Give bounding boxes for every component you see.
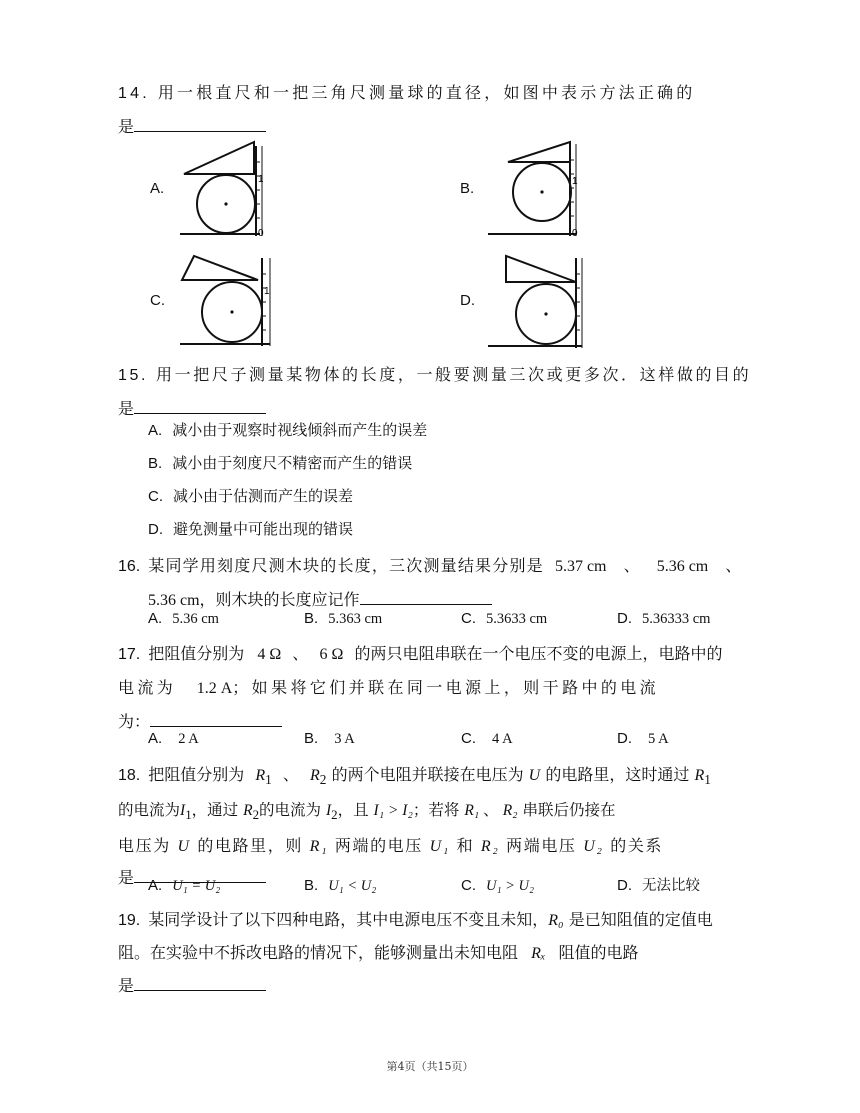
q14-stem-cont-text: 是 <box>118 117 135 136</box>
q18-l2-R: R <box>243 802 253 820</box>
q15-option-c[interactable] <box>148 486 353 507</box>
q17-option-a[interactable] <box>148 729 199 749</box>
q15-option-d[interactable] <box>148 519 353 540</box>
q18-l1-6: 的两个电阻并联接在电压为 <box>331 765 524 784</box>
q14-option-c-label[interactable]: C. <box>150 292 165 309</box>
q16-option-d-label: D. <box>617 610 632 627</box>
q17-line2a: 电流为 <box>118 678 177 697</box>
q15-option-d-text: 避免测量中可能出现的错误 <box>173 520 354 538</box>
q19-line-1 <box>118 904 758 937</box>
q14-option-a-label[interactable]: A. <box>150 180 165 197</box>
question-14 <box>118 76 758 143</box>
q18-l1-sub1: 1 <box>265 772 272 788</box>
q18-option-c-text: U₁ > U₂ <box>486 878 535 894</box>
q14-number: 14. <box>118 85 150 102</box>
q18-l2-0: 的电流为 <box>118 801 181 820</box>
q15-option-c-text: 减小由于估测而产生的误差 <box>173 487 354 505</box>
q16-stem-line <box>118 549 758 583</box>
q16-option-b-label: B. <box>304 610 319 627</box>
q16-stem-end: ，则木块的长度应记作 <box>199 590 360 609</box>
q19-answer-blank[interactable] <box>134 972 266 991</box>
q17-line-2 <box>118 671 758 705</box>
q16-sep-2: 、 <box>725 556 742 575</box>
q18-option-c[interactable] <box>461 876 534 896</box>
q14-stem: 用一根直尺和一把三角尺测量球的直径，如图中表示方法正确的 <box>157 83 696 102</box>
q18-l3-U: U <box>177 838 191 856</box>
q15-stem-line <box>118 358 758 392</box>
q18-l2-sep: 、 <box>483 801 499 820</box>
q18-l2-R2: R₂ <box>502 802 518 820</box>
q18-l2-R1: R₁ <box>464 802 480 820</box>
q18-l2-3: ，通过 <box>191 801 239 820</box>
q14-option-b-label[interactable]: B. <box>460 180 475 197</box>
q18-l3-4: 两端的电压 <box>334 836 423 856</box>
q17-option-d-text: 5 A <box>648 731 669 747</box>
q17-option-c-label: C. <box>461 730 476 747</box>
q18-option-c-label: C. <box>461 877 476 894</box>
question-17 <box>118 637 758 738</box>
q14-figure-c <box>178 252 278 352</box>
q14-a-ruler-0: 0 <box>258 228 264 239</box>
q15-answer-blank[interactable] <box>134 395 266 414</box>
q18-l3-10: 的关系 <box>610 836 664 856</box>
q16-option-a-label: A. <box>148 610 163 627</box>
q14-a-ruler-1: 1 <box>258 174 264 185</box>
q18-line-1 <box>118 759 758 795</box>
q16-value-2: 5.36 cm <box>656 558 709 575</box>
q17-line1b: 的两只电阻串联在一个电压不变的电源上，电路中的 <box>354 644 723 663</box>
q19-rx: Rₓ <box>531 945 546 962</box>
q14-stem-line <box>118 76 758 110</box>
q15-option-a-label: A. <box>148 422 163 439</box>
q18-l2-sub: 1 <box>185 807 192 823</box>
q17-option-a-text: 2 A <box>178 731 199 747</box>
q14-c-ruler-1: 1 <box>264 286 270 297</box>
q14-figure-d <box>486 252 586 352</box>
q15-stem: 用一把尺子测量某物体的长度，一般要测量三次或更多次．这样做的目的 <box>156 365 752 384</box>
q14-b-ruler-1: 1 <box>572 176 578 187</box>
q18-option-d-label: D. <box>617 877 632 894</box>
q19-r0: R₀ <box>548 912 564 929</box>
q17-r1: 4 Ω <box>257 646 282 663</box>
q18-l2-15: 串联后仍接在 <box>522 801 616 820</box>
q18-option-b[interactable] <box>304 876 376 896</box>
q16-option-c[interactable] <box>461 609 547 629</box>
q18-l3-U2: U₂ <box>583 838 604 856</box>
q18-l1-R2: R <box>310 767 320 784</box>
q15-option-c-label: C. <box>148 488 163 505</box>
q16-option-c-text: 5.3633 cm <box>486 611 548 627</box>
q18-l1-sub1b: 1 <box>704 772 711 788</box>
q18-option-a[interactable] <box>148 876 220 896</box>
q19-line-2 <box>118 937 758 970</box>
q17-current: 1.2 A <box>196 680 233 697</box>
q16-option-a[interactable] <box>148 609 219 629</box>
q18-option-d[interactable] <box>617 876 700 896</box>
q18-option-b-text: U₁ < U₂ <box>328 878 377 894</box>
q19-number: 19. <box>118 912 141 929</box>
q16-stem: 某同学用刻度尺测木块的长度，三次测量结果分别是 <box>148 556 544 575</box>
q19-line2a: 阻。在实验中不拆改电路的情况下，能够测量出未知电阻 <box>118 943 519 962</box>
q18-l2-6: 的电流为 <box>259 801 322 820</box>
q18-l2-ineq: I₁ > I₂ <box>373 802 413 820</box>
page-footer: 第4页（共15页） <box>386 1060 474 1073</box>
q18-l1-U: U <box>528 767 541 784</box>
q17-option-c[interactable] <box>461 729 513 749</box>
q18-line4: 是 <box>118 868 135 888</box>
q15-option-b-label: B. <box>148 455 163 472</box>
q17-option-d-label: D. <box>617 730 632 747</box>
q18-l1-8: 的电路里，这时通过 <box>545 765 690 784</box>
q16-sep-1: 、 <box>623 556 640 575</box>
q16-answer-blank[interactable] <box>360 586 492 605</box>
q18-l3-6: 和 <box>456 836 475 856</box>
question-19 <box>118 904 758 1002</box>
q19-line1a: 某同学设计了以下四种电路，其中电源电压不变且未知， <box>148 910 549 929</box>
q18-number: 18. <box>118 767 141 784</box>
q19-line2b: 阻值的电路 <box>558 943 639 962</box>
q14-option-d-label[interactable]: D. <box>460 292 475 309</box>
q18-l2-sub2: 2 <box>252 807 260 823</box>
q18-l3-R2: R₂ <box>480 838 500 856</box>
q18-l3-8: 两端电压 <box>506 836 577 856</box>
q18-l3-R1: R₁ <box>309 838 329 856</box>
q17-line2b: ；如果将它们并联在同一电源上，则干路中的电流 <box>232 678 660 697</box>
q18-l3-2: 的电路里，则 <box>197 836 303 856</box>
q17-number: 17. <box>118 646 141 663</box>
q16-option-b-text: 5.363 cm <box>328 611 383 627</box>
q18-l2-9: ，且 <box>337 801 369 820</box>
q17-option-a-label: A. <box>148 730 163 747</box>
q18-l3-U1: U₁ <box>429 838 450 856</box>
q18-l3-0: 电压为 <box>118 836 171 856</box>
q17-option-b-label: B. <box>304 730 319 747</box>
q15-option-b[interactable] <box>148 453 412 474</box>
q18-l2-I2: I <box>325 802 332 820</box>
q14-figure-b <box>486 140 578 240</box>
q14-b-ruler-0: 0 <box>572 228 578 239</box>
q16-value-1: 5.37 cm <box>554 558 607 575</box>
q16-option-a-text: 5.36 cm <box>172 611 219 627</box>
q16-option-d[interactable] <box>617 609 710 629</box>
q18-l1-0: 把阻值分别为 <box>148 765 245 784</box>
q15-number: 15. <box>118 367 149 384</box>
q16-option-c-label: C. <box>461 610 476 627</box>
q17-line1a: 把阻值分别为 <box>148 644 245 663</box>
q18-l1-R1: R <box>255 767 266 784</box>
q17-option-c-text: 4 A <box>492 731 513 747</box>
q18-l2-sub3: 2 <box>331 807 338 823</box>
q14-stem-cont <box>118 110 758 143</box>
q15-stem-cont-text: 是 <box>118 399 135 418</box>
q16-option-d-text: 5.36333 cm <box>642 611 711 627</box>
q15-option-a-text: 减小由于观察时视线倾斜而产生的误差 <box>172 421 428 439</box>
q15-option-b-text: 减小由于刻度尺不精密而产生的错误 <box>172 454 413 472</box>
q18-option-b-label: B. <box>304 877 319 894</box>
q14-answer-blank[interactable] <box>134 113 266 132</box>
q17-line-1 <box>118 637 758 671</box>
q16-number: 16. <box>118 558 141 575</box>
q18-option-a-text: U₁ = U₂ <box>172 878 221 894</box>
q17-option-b[interactable] <box>304 729 355 749</box>
q17-line3: 为： <box>118 712 151 731</box>
q18-line-3 <box>118 830 758 862</box>
question-15 <box>118 358 758 425</box>
q15-option-a[interactable] <box>148 420 427 441</box>
q18-line-2 <box>118 795 758 830</box>
q17-option-d[interactable] <box>617 729 669 749</box>
question-18 <box>118 759 758 893</box>
question-16 <box>118 549 758 617</box>
q17-option-b-text: 3 A <box>334 731 355 747</box>
q18-option-a-label: A. <box>148 877 163 894</box>
q18-option-d-text: 无法比较 <box>642 878 700 894</box>
q16-option-b[interactable] <box>304 609 382 629</box>
q17-sep: 、 <box>292 644 309 663</box>
q18-l2-I: I <box>180 802 186 820</box>
q19-line1b: 是已知阻值的定值电 <box>568 910 713 929</box>
q15-option-d-label: D. <box>148 521 163 538</box>
q18-l1-sep: 、 <box>282 765 299 784</box>
q14-figure-a <box>178 140 270 240</box>
q18-l2-11: ；若将 <box>412 801 460 820</box>
q19-line-3 <box>118 970 758 1002</box>
q16-value-3: 5.36 cm <box>148 592 200 609</box>
q17-answer-blank[interactable] <box>150 708 282 727</box>
q18-l1-sub2: 2 <box>319 772 327 788</box>
q17-r2: 6 Ω <box>319 646 344 663</box>
q18-l1-R1b: R <box>694 767 705 784</box>
q19-line3: 是 <box>118 976 135 995</box>
